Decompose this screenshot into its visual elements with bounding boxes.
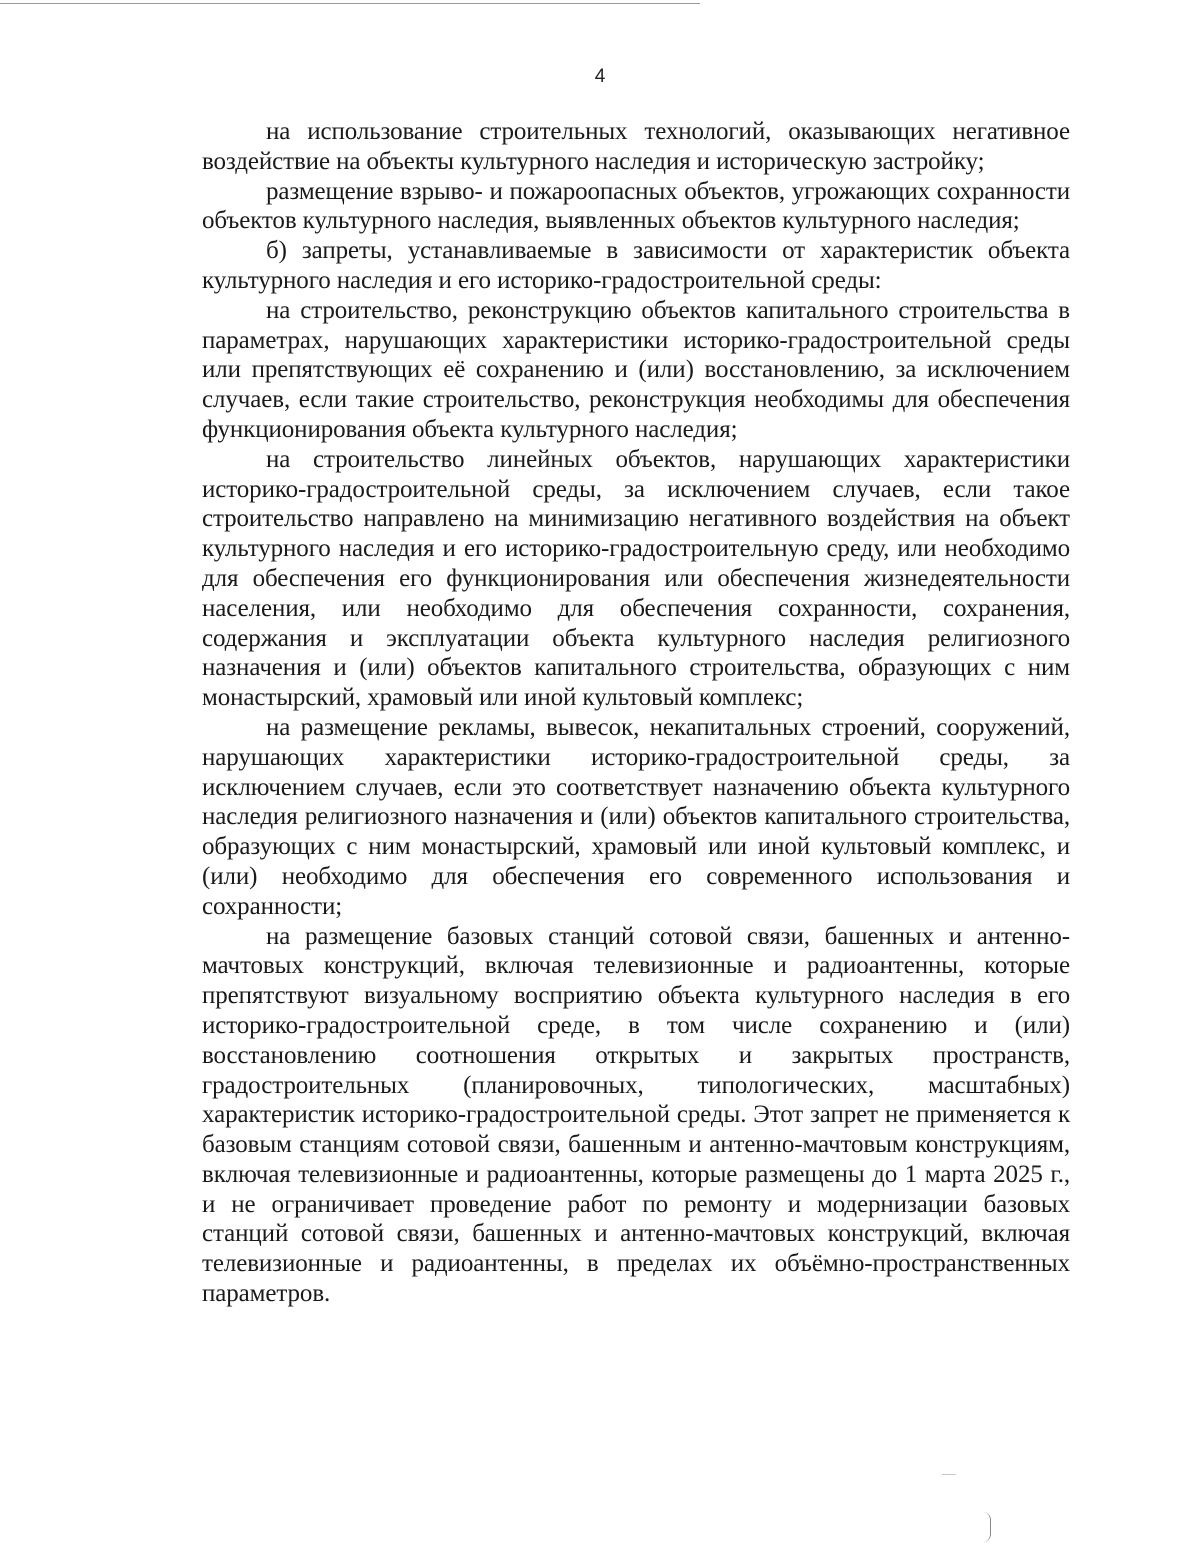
paragraph-capital-construction: на строительство, реконструкцию объектов капитального строительства в параметрах, нарушающих характеристики историко-градостроительной среды или препятствующих её сохранению и (или) восстановлению, за исключением случаев, если такие строительство, реконструкция необходимы для обеспечения функционирования объекта культурного наследия; bbox=[202, 296, 1070, 443]
scan-edge-line bbox=[0, 3, 700, 4]
paragraph-advertising: на размещение рекламы, вывесок, некапитальных строений, сооружений, нарушающих характеристики историко-градостроительной среды, за исключением случаев, если это соответствует назначению объекта культурного наследия религиозного назначения и (или) объектов капитального строительства, образующих с ним монастырский, храмовый или иной культовый комплекс, и (или) необходимо для обеспечения его современного использования и сохранности; bbox=[202, 713, 1070, 920]
paragraph-cellular-stations: на размещение базовых станций сотовой связи, башенных и антенно-мачтовых конструкций, включая телевизионные и радиоантенны, которые препятствуют визуальному восприятию объекта культурного наследия в его историко-градостроительной среде, в том числе сохранению и (или) восстановлению соотношения открытых и закрытых пространств, градостроительных (планировочных, типологических, масштабных) характеристик историко-градостроительной среды. Этот запрет не применяется к базовым станциям сотовой связи, башенным и антенно-мачтовым конструкциям, включая телевизионные и радиоантенны, которые размещены до 1 марта 2025 г., и не ограничивает проведение работ по ремонту и модернизации базовых станций сотовой связи, башенных и антенно-мачтовых конструкций, включая телевизионные и радиоантенны, в пределах их объёмно-пространственных параметров. bbox=[202, 922, 1070, 1308]
paragraph-hazardous-objects: размещение взрыво- и пожароопасных объектов, угрожающих сохранности объектов культурного наследия, выявленных объектов культурного наследия; bbox=[202, 177, 1070, 235]
scan-artifact-bracket bbox=[982, 1512, 991, 1542]
page-number: 4 bbox=[594, 66, 606, 87]
document-body bbox=[202, 117, 1070, 1309]
paragraph-linear-objects: на строительство линейных объектов, нарушающих характеристики историко-градостроительной среды, за исключением случаев, если такое строительство направлено на минимизацию негативного воздействия на объект культурного наследия и его историко-градостроительную среду, или необходимо для обеспечения его функционирования или обеспечения жизнедеятельности населения, или необходимо для обеспечения сохранности, сохранения, содержания и эксплуатации объекта культурного наследия религиозного назначения и (или) объектов капитального строительства, образующих с ним монастырский, храмовый или иной культовый комплекс; bbox=[202, 445, 1070, 712]
paragraph-construction-technologies: на использование строительных технологий, оказывающих негативное воздействие на объекты культурного наследия и историческую застройку; bbox=[202, 118, 1070, 175]
scan-artifact-dash bbox=[942, 1474, 956, 1475]
paragraph-section-b-heading: б) запреты, устанавливаемые в зависимости от характеристик объекта культурного наследия и его историко-градостроительной среды: bbox=[202, 237, 1070, 294]
